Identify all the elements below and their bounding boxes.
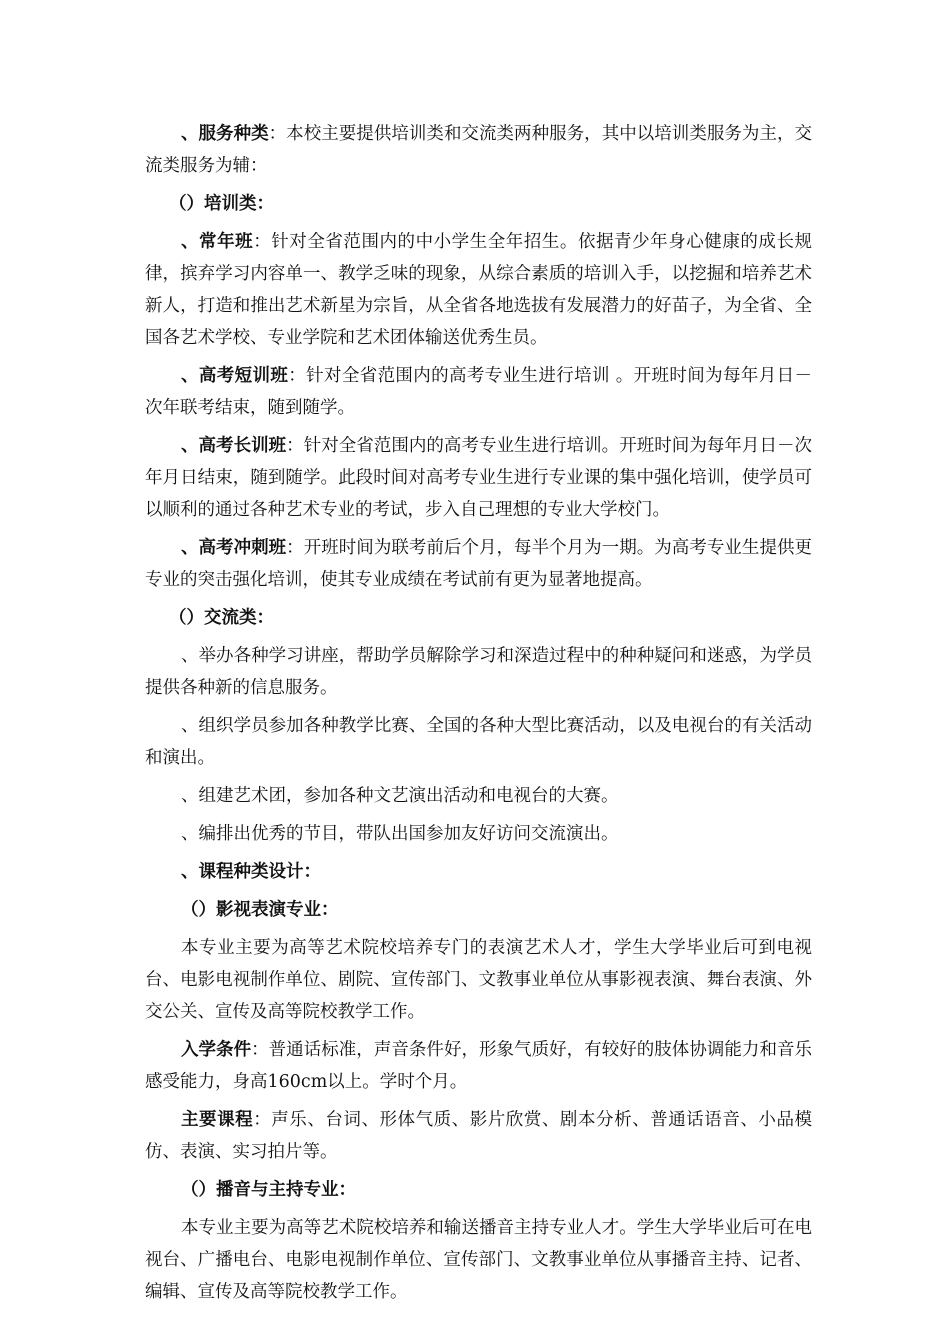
bold-label: 、课程种类设计： [181, 862, 321, 882]
paragraph-acting-intro [145, 932, 812, 1028]
paragraph-exchange-4 [145, 818, 812, 850]
paragraph-exchange-1 [145, 640, 812, 704]
paragraph-text: 、举办各种学习讲座，帮助学员解除学习和深造过程中的种种疑问和迷惑，为学员提供各种新的信息服务。 [145, 646, 812, 698]
heading-exchange [145, 602, 812, 634]
paragraph-sprint-class [145, 532, 812, 596]
paragraph-text: ：针对全省范围内的中小学生全年招生。依据青少年身心健康的成长规律，摈弃学习内容单一、教学乏味的现象，从综合素质的培训入手，以挖掘和培养艺术新人，打造和推出艺术新星为宗旨，从全省各地选拔有发展潜力的好苗子，为全省、全国各艺术学校、专业学院和艺术团体输送优秀生员。 [145, 232, 813, 348]
bold-label: 、高考短训班 [181, 366, 289, 386]
paragraph-text: 、编排出优秀的节目，带队出国参加友好访问交流演出。 [181, 824, 619, 844]
heading-training [145, 188, 812, 220]
paragraph-text: 本专业主要为高等艺术院校培养和输送播音主持专业人才。学生大学毕业后可在电视台、广播电台、电影电视制作单位、宣传部门、文教事业单位从事播音主持、记者、编辑、宣传及高等院校教学工作。 [145, 1218, 812, 1302]
bold-label: 主要课程 [181, 1110, 254, 1130]
paragraph-text: ：针对全省范围内的高考专业生进行培训 。开班时间为每年月日－次年联考结束，随到随学。 [145, 366, 812, 418]
heading-course-design [145, 856, 812, 888]
bold-label: 、高考冲刺班 [181, 538, 287, 558]
paragraph-text: ：开班时间为联考前后个月，每半个月为一期。为高考专业生提供更专业的突击强化培训，使其专业成绩在考试前有更为显著地提高。 [145, 538, 812, 590]
bold-label: 、服务种类 [181, 124, 269, 144]
bold-label: （）培训类： [169, 194, 274, 214]
bold-label: 、常年班 [181, 232, 254, 252]
paragraph-acting-courses [145, 1104, 812, 1168]
bold-label: （）播音与主持专业： [181, 1180, 356, 1200]
paragraph-text: ：本校主要提供培训类和交流类两种服务，其中以培训类服务为主，交流类服务为辅： [145, 124, 813, 176]
paragraph-regular-class [145, 226, 812, 354]
paragraph-broadcast-intro [145, 1212, 812, 1308]
paragraph-text: ：普通话标准，声音条件好，形象气质好，有较好的肢体协调能力和音乐感受能力，身高160cm以上。学时个月。 [145, 1040, 813, 1092]
paragraph-exchange-2 [145, 710, 812, 774]
heading-broadcast [145, 1174, 812, 1206]
heading-acting [145, 894, 812, 926]
paragraph-text: ：针对全省范围内的高考专业生进行培训。开班时间为每年月日－次年月日结束，随到随学。此段时间对高考专业生进行专业课的集中强化培训，使学员可以顺利的通过各种艺术专业的考试，步入自己理想的专业大学校门。 [145, 436, 812, 520]
paragraph-text: ：声乐、台词、形体气质、影片欣赏、剧本分析、普通话语音、小品模仿、表演、实习拍片等。 [145, 1110, 813, 1162]
paragraph-short-class [145, 360, 812, 424]
paragraph-long-class [145, 430, 812, 526]
paragraph-text: 、组织学员参加各种教学比赛、全国的各种大型比赛活动，以及电视台的有关活动和演出。 [145, 716, 812, 768]
paragraph-exchange-3 [145, 780, 812, 812]
bold-label: 入学条件 [181, 1040, 252, 1060]
paragraph-text: 、组建艺术团，参加各种文艺演出活动和电视台的大赛。 [181, 786, 619, 806]
bold-label: （）交流类： [169, 608, 274, 628]
bold-label: 、高考长训班 [181, 436, 287, 456]
paragraph-service-types [145, 118, 812, 182]
paragraph-text: 本专业主要为高等艺术院校培养专门的表演艺术人才，学生大学毕业后可到电视台、电影电视制作单位、剧院、宣传部门、文教事业单位从事影视表演、舞台表演、外交公关、宣传及高等院校教学工作。 [145, 938, 812, 1022]
paragraph-acting-admission [145, 1034, 812, 1098]
bold-label: （）影视表演专业： [181, 900, 339, 920]
